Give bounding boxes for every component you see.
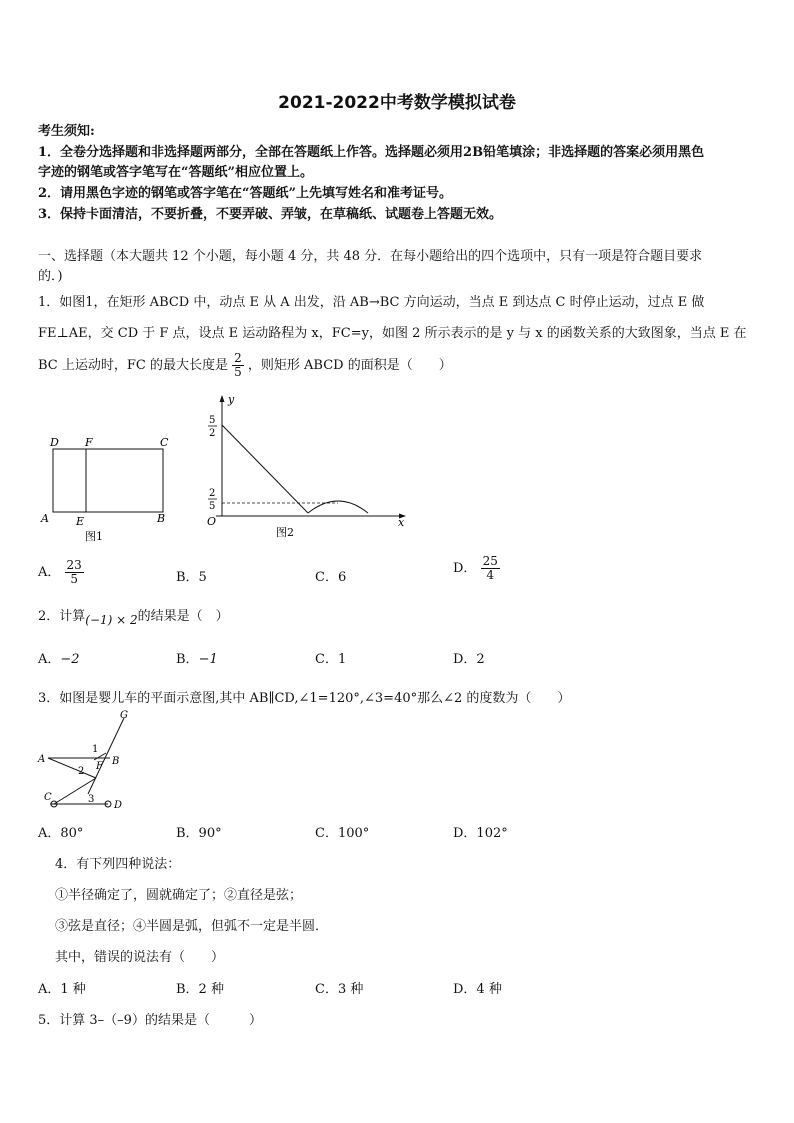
- q3-line-a-f: [48, 758, 96, 778]
- q4-option-b[interactable]: B．2 种: [176, 982, 224, 997]
- q4-ask: 其中，错误的说法有（ ）: [55, 950, 225, 965]
- fig1-label-f: F: [85, 436, 93, 449]
- q1-line-3b: ，则矩形 ABCD 的面积是（ ）: [247, 358, 452, 373]
- fig2-caption: 图2: [276, 526, 294, 539]
- q1-fraction: [232, 352, 244, 379]
- notice-line-1: 1．全卷分选择题和非选择题两部分，全部在答题纸上作答。选择题必须用2B铅笔填涂；非选择题的答案必须用黑色: [38, 145, 705, 160]
- notice-line-4: 3．保持卡面清洁，不要折叠，不要弄破、弄皱，在草稿纸、试题卷上答题无效。: [38, 207, 503, 222]
- fig1-caption: 图1: [85, 530, 103, 543]
- fig1-label-d: D: [50, 436, 59, 449]
- q3-label-g: G: [120, 710, 128, 721]
- q4-option-c[interactable]: C．3 种: [315, 982, 364, 997]
- fig1-label-b: B: [157, 512, 166, 525]
- q1-option-d-frac: [481, 555, 500, 582]
- q1-line-2: FE⊥AE，交 CD 于 F 点，设点 E 运动路程为 x，FC=y，如图 2 所示表示的是 y 与 x 的函数关系的大致图象，当点 E 在: [38, 326, 747, 341]
- q3-angle-2: 2: [78, 766, 85, 777]
- q2-expression: (−1) × 2: [85, 613, 138, 627]
- q4-statement-1: ①半径确定了，圆就确定了；②直径是弦；: [55, 888, 303, 903]
- fig2-line-segment: [222, 425, 308, 513]
- q2-prefix: 2．计算: [38, 609, 86, 624]
- notice-line-3: 2．请用黑色字迹的钢笔或答字笔在“答题纸”上先填写姓名和准考证号。: [38, 186, 453, 201]
- q2-option-a-label: A．: [38, 652, 61, 667]
- fig2-label-o: O: [207, 515, 217, 528]
- q3-label-d: D: [114, 800, 123, 811]
- q4-statement-2: ③弦是直径；④半圆是弧，但弧不一定是半圆．: [55, 919, 329, 934]
- q1-option-a-den: 5: [70, 572, 78, 586]
- q1-option-a-frac: [65, 559, 84, 586]
- q2-option-d[interactable]: D．2: [453, 652, 485, 667]
- q1-option-c[interactable]: C．6: [315, 570, 347, 585]
- fig1-rectangle: [53, 449, 163, 512]
- q4-option-a[interactable]: A．1 种: [38, 982, 86, 997]
- fig1-label-a: A: [41, 512, 49, 525]
- fig2-label-x: x: [398, 516, 405, 529]
- section-heading-line-2: 的．): [38, 269, 63, 284]
- q3-stem: 3．如图是婴儿车的平面示意图,其中 AB∥CD,∠1=120°,∠3=40°那么∠2 的度数为（ ）: [38, 691, 571, 706]
- q1-line-3a: BC 上运动时，FC 的最大长度是: [38, 358, 228, 373]
- fig1-label-c: C: [160, 436, 169, 449]
- q1-option-d-num: 25: [482, 554, 498, 568]
- fig2-tick2-den: 5: [209, 501, 216, 512]
- q1-frac-num: 2: [234, 351, 242, 365]
- q1-line-1: 1．如图1，在矩形 ABCD 中，动点 E 从 A 出发，沿 AB→BC 方向运动，当点 E 到达点 C 时停止运动，过点 E 做: [38, 295, 705, 310]
- q1-option-a[interactable]: [38, 559, 84, 586]
- q3-option-d[interactable]: D．102°: [453, 826, 508, 841]
- q2-suffix: 的结果是（ ）: [137, 609, 229, 624]
- q1-option-a-num: 23: [66, 558, 82, 572]
- fig2-y-arrow: [220, 395, 225, 402]
- fig2-tick1-den: 2: [209, 428, 216, 439]
- q3-label-f: F: [96, 761, 103, 772]
- q3-angle-1: 1: [92, 744, 99, 755]
- q2-option-b-label: B．: [176, 652, 199, 667]
- q1-option-d-label: D．: [453, 561, 477, 576]
- q2-option-c[interactable]: C．1: [315, 652, 347, 667]
- q1-option-a-label: A．: [38, 565, 61, 580]
- q1-option-b[interactable]: B．5: [176, 570, 207, 585]
- fig2-tick2-num: 2: [209, 488, 216, 499]
- notice-heading: 考生须知:: [38, 124, 95, 139]
- q2-option-b[interactable]: [176, 648, 218, 667]
- q2-option-a-value: −2: [60, 652, 80, 667]
- q1-figures: [36, 392, 416, 544]
- q3-option-b[interactable]: B．90°: [176, 826, 222, 841]
- q1-option-d-den: 4: [486, 568, 495, 582]
- fig1-label-e: E: [76, 515, 85, 528]
- q4-intro: 4．有下列四种说法：: [55, 857, 181, 872]
- fig2-tick1-num: 5: [209, 415, 216, 426]
- page-title: 2021-2022中考数学模拟试卷: [278, 93, 516, 113]
- q3-angle-3: 3: [88, 794, 95, 805]
- q2-option-b-value: −1: [198, 652, 218, 667]
- q1-frac-den: 5: [234, 365, 242, 379]
- q4-option-d[interactable]: D．4 种: [453, 982, 502, 997]
- q5-stem: 5．计算 3–（–9）的结果是（ ）: [38, 1013, 262, 1028]
- q2-option-a[interactable]: [38, 648, 80, 667]
- q3-label-a: A: [38, 754, 46, 765]
- q3-option-a[interactable]: A．80°: [38, 826, 84, 841]
- q3-option-c[interactable]: C．100°: [315, 826, 370, 841]
- q1-option-d[interactable]: [453, 555, 500, 582]
- section-heading-line-1: 一、选择题（本大题共 12 个小题，每小题 4 分，共 48 分．在每小题给出的四个选项中，只有一项是符合题目要求: [38, 249, 703, 264]
- q2-stem: [38, 605, 229, 627]
- q1-line-3: [38, 352, 452, 379]
- fig2-label-y: y: [228, 393, 235, 406]
- notice-line-2: 字迹的钢笔或答字笔写在“答题纸”相应位置上。: [38, 165, 313, 180]
- q3-label-b: B: [112, 756, 120, 767]
- q3-label-c: C: [44, 792, 52, 803]
- q3-figure: [36, 708, 136, 814]
